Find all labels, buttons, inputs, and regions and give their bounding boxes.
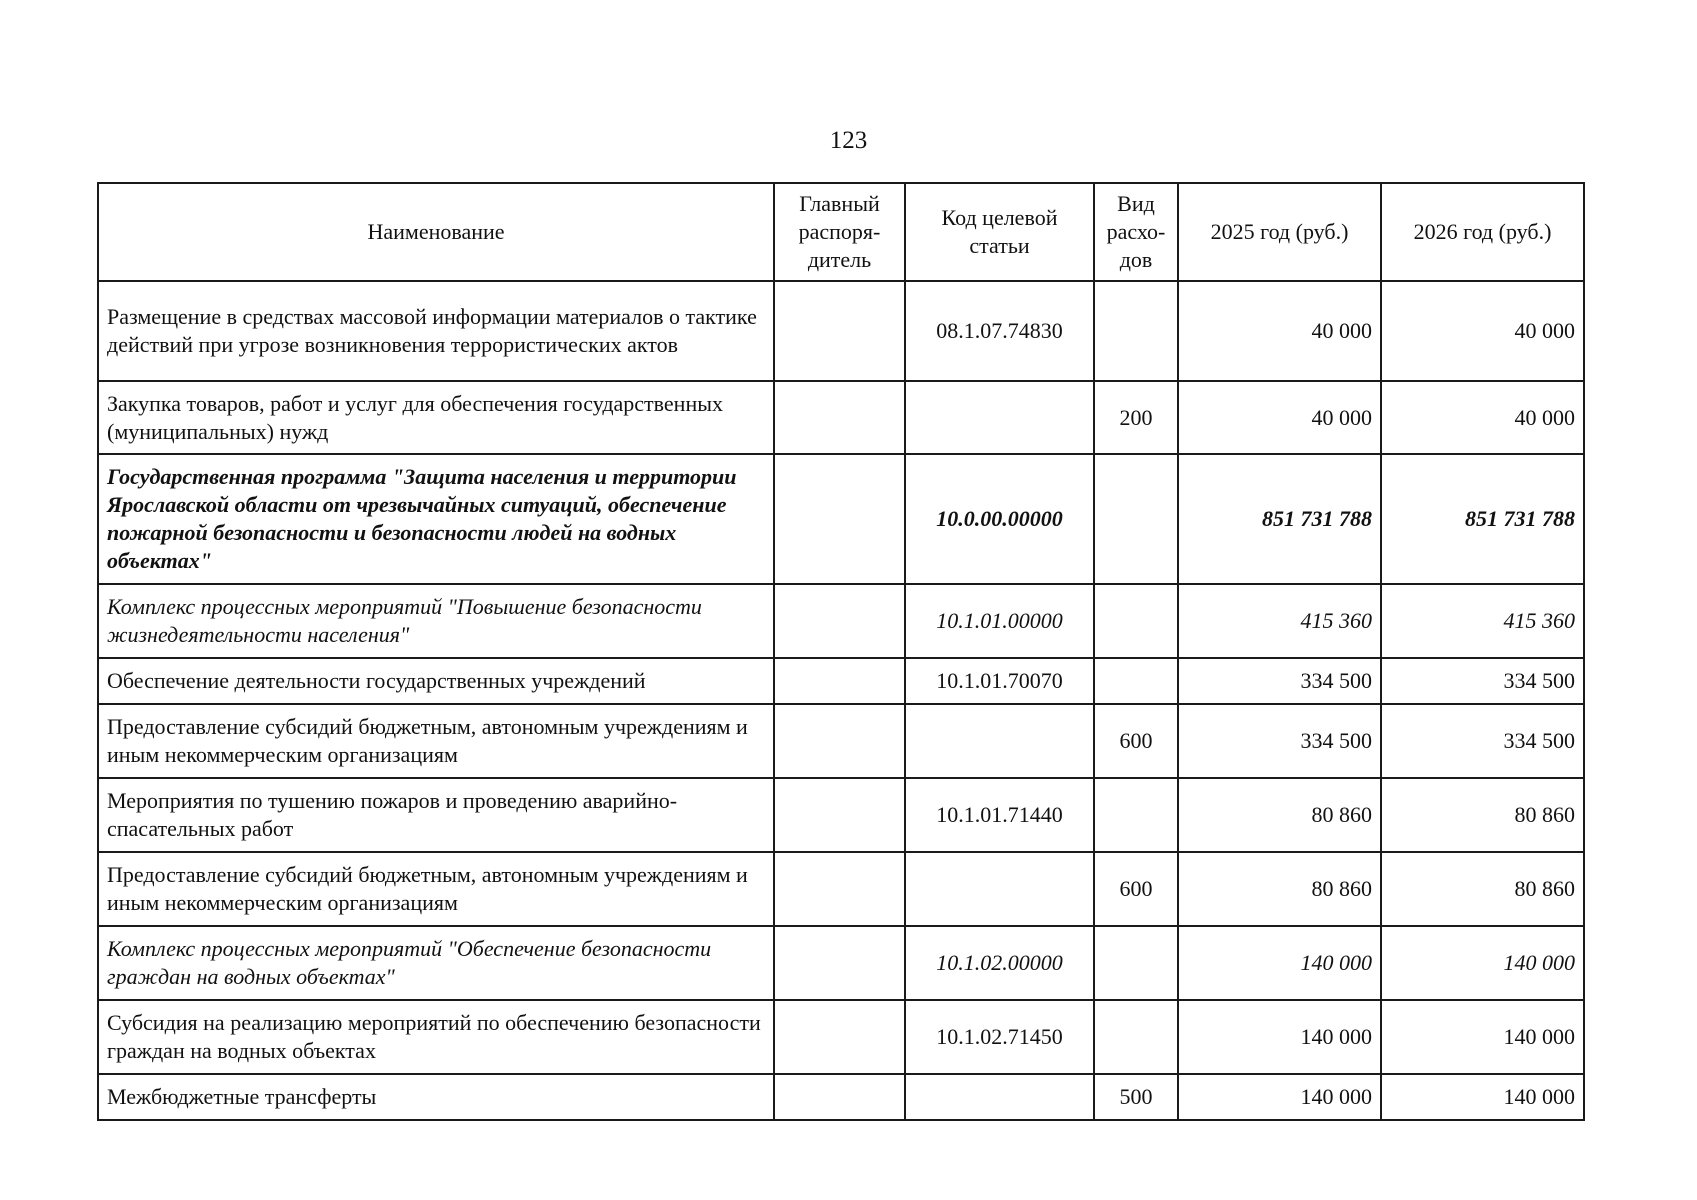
cell-code bbox=[905, 852, 1094, 926]
header-row bbox=[98, 183, 1584, 281]
cell-code: 10.1.01.71440 bbox=[905, 778, 1094, 852]
table-row-complex bbox=[98, 584, 1584, 658]
cell-code bbox=[905, 704, 1094, 778]
cell-kind bbox=[1094, 926, 1178, 1000]
cell-2025: 40 000 bbox=[1178, 381, 1381, 454]
table-row bbox=[98, 658, 1584, 704]
page-number: 123 bbox=[829, 127, 868, 154]
cell-name: Предоставление субсидий бюджетным, автономным учреждениям и иным некоммерческим организациям bbox=[98, 704, 774, 778]
cell-name: Комплекс процессных мероприятий "Обеспечение безопасности граждан на водных объектах" bbox=[98, 926, 774, 1000]
budget-table bbox=[97, 182, 1585, 1121]
cell-2026: 40 000 bbox=[1381, 281, 1584, 381]
cell-2025: 140 000 bbox=[1178, 926, 1381, 1000]
cell-name: Размещение в средствах массовой информации материалов о тактике действий при угрозе возникновения террористических актов bbox=[98, 281, 774, 381]
cell-2025: 334 500 bbox=[1178, 704, 1381, 778]
cell-2025: 140 000 bbox=[1178, 1074, 1381, 1120]
cell-2025: 80 860 bbox=[1178, 778, 1381, 852]
header-kind: Вид расхо-дов bbox=[1094, 183, 1178, 281]
table-row bbox=[98, 778, 1584, 852]
header-code: Код целевой статьи bbox=[905, 183, 1094, 281]
cell-code bbox=[905, 381, 1094, 454]
cell-name: Предоставление субсидий бюджетным, автономным учреждениям и иным некоммерческим организациям bbox=[98, 852, 774, 926]
cell-kind bbox=[1094, 658, 1178, 704]
cell-kind: 600 bbox=[1094, 704, 1178, 778]
cell-kind bbox=[1094, 584, 1178, 658]
cell-kind bbox=[1094, 281, 1178, 381]
cell-admin bbox=[774, 454, 905, 584]
header-name: Наименование bbox=[98, 183, 774, 281]
table-row bbox=[98, 281, 1584, 381]
table-row bbox=[98, 704, 1584, 778]
cell-name: Государственная программа "Защита населения и территории Ярославской области от чрезвычайных ситуаций, обеспечение пожарной безопасности и безопасности людей на водных объектах" bbox=[98, 454, 774, 584]
cell-code: 10.1.02.00000 bbox=[905, 926, 1094, 1000]
cell-admin bbox=[774, 381, 905, 454]
cell-2026: 415 360 bbox=[1381, 584, 1584, 658]
cell-admin bbox=[774, 281, 905, 381]
cell-2026: 140 000 bbox=[1381, 1074, 1584, 1120]
cell-code: 10.1.01.70070 bbox=[905, 658, 1094, 704]
cell-kind: 200 bbox=[1094, 381, 1178, 454]
cell-name: Межбюджетные трансферты bbox=[98, 1074, 774, 1120]
cell-code: 10.0.00.00000 bbox=[905, 454, 1094, 584]
header-2026: 2026 год (руб.) bbox=[1381, 183, 1584, 281]
cell-2025: 415 360 bbox=[1178, 584, 1381, 658]
cell-2025: 334 500 bbox=[1178, 658, 1381, 704]
cell-kind bbox=[1094, 1000, 1178, 1074]
cell-2025: 851 731 788 bbox=[1178, 454, 1381, 584]
cell-2026: 334 500 bbox=[1381, 704, 1584, 778]
cell-code bbox=[905, 1074, 1094, 1120]
cell-code: 08.1.07.74830 bbox=[905, 281, 1094, 381]
table-body bbox=[98, 281, 1584, 1120]
cell-2025: 80 860 bbox=[1178, 852, 1381, 926]
table-row-program bbox=[98, 454, 1584, 584]
cell-2026: 80 860 bbox=[1381, 778, 1584, 852]
cell-kind: 600 bbox=[1094, 852, 1178, 926]
cell-2025: 40 000 bbox=[1178, 281, 1381, 381]
cell-admin bbox=[774, 1074, 905, 1120]
cell-2026: 851 731 788 bbox=[1381, 454, 1584, 584]
cell-name: Комплекс процессных мероприятий "Повышение безопасности жизнедеятельности населения" bbox=[98, 584, 774, 658]
table-row bbox=[98, 381, 1584, 454]
table-row bbox=[98, 1074, 1584, 1120]
cell-admin bbox=[774, 704, 905, 778]
cell-admin bbox=[774, 1000, 905, 1074]
cell-2026: 140 000 bbox=[1381, 1000, 1584, 1074]
cell-admin bbox=[774, 658, 905, 704]
cell-admin bbox=[774, 778, 905, 852]
cell-kind: 500 bbox=[1094, 1074, 1178, 1120]
cell-2025: 140 000 bbox=[1178, 1000, 1381, 1074]
cell-name: Обеспечение деятельности государственных учреждений bbox=[98, 658, 774, 704]
cell-name: Мероприятия по тушению пожаров и проведению аварийно-спасательных работ bbox=[98, 778, 774, 852]
cell-admin bbox=[774, 926, 905, 1000]
cell-admin bbox=[774, 852, 905, 926]
header-2025: 2025 год (руб.) bbox=[1178, 183, 1381, 281]
cell-admin bbox=[774, 584, 905, 658]
cell-name: Закупка товаров, работ и услуг для обеспечения государственных (муниципальных) нужд bbox=[98, 381, 774, 454]
cell-2026: 80 860 bbox=[1381, 852, 1584, 926]
table-row bbox=[98, 1000, 1584, 1074]
cell-code: 10.1.02.71450 bbox=[905, 1000, 1094, 1074]
table-header bbox=[98, 183, 1584, 281]
cell-kind bbox=[1094, 778, 1178, 852]
table-row-complex bbox=[98, 926, 1584, 1000]
cell-2026: 40 000 bbox=[1381, 381, 1584, 454]
header-admin: Главный распоря-дитель bbox=[774, 183, 905, 281]
cell-2026: 334 500 bbox=[1381, 658, 1584, 704]
cell-2026: 140 000 bbox=[1381, 926, 1584, 1000]
cell-kind bbox=[1094, 454, 1178, 584]
table-row bbox=[98, 852, 1584, 926]
cell-code: 10.1.01.00000 bbox=[905, 584, 1094, 658]
cell-name: Субсидия на реализацию мероприятий по обеспечению безопасности граждан на водных объектах bbox=[98, 1000, 774, 1074]
